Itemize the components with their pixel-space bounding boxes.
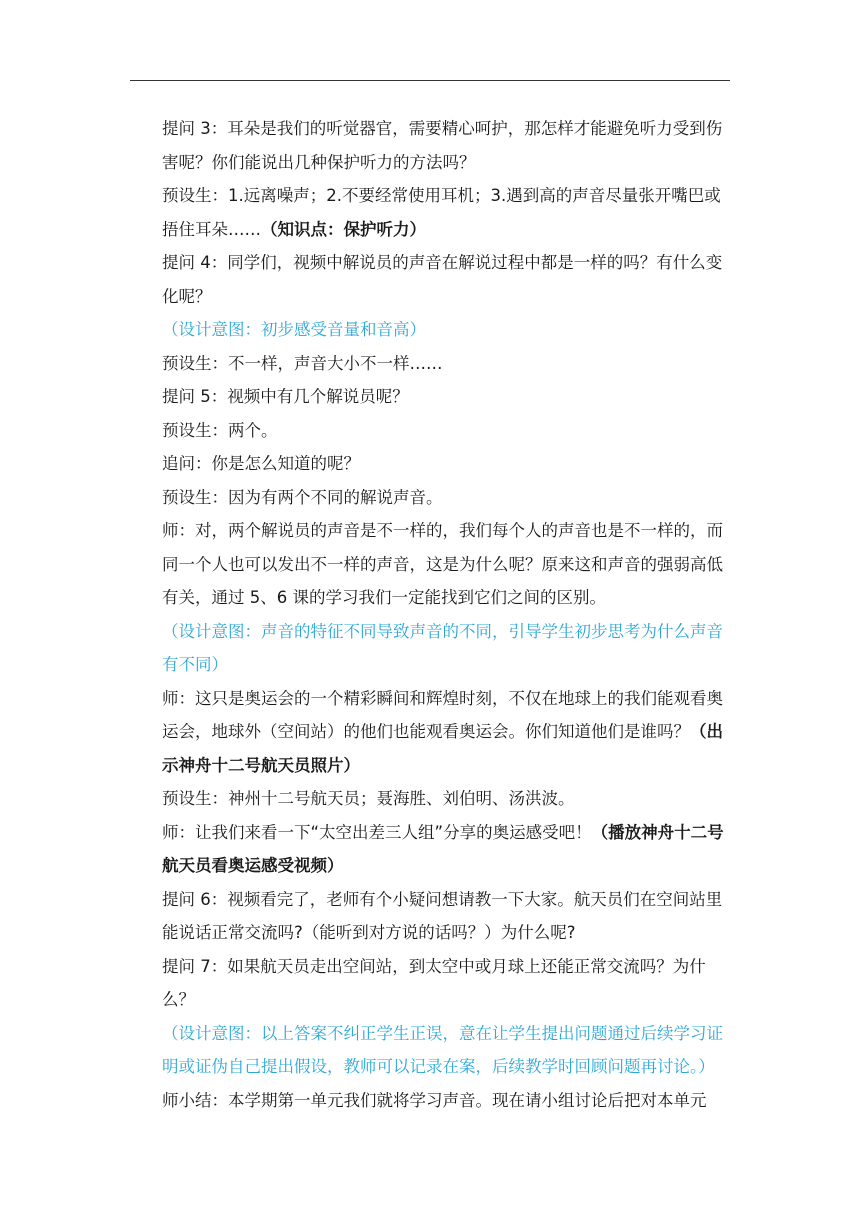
text-paragraph — [162, 179, 734, 246]
bold-annotation: （播放神舟十二号航天员看奥运感受视频） — [162, 822, 724, 875]
paragraph-text: 师：对，两个解说员的声音是不一样的，我们每个人的声音也是不一样的，而同一个人也可以发出不一样的声音，这是为什么呢？原来这和声音的强弱高低有关，通过 5、6 课的学习我们一定能找到它们之间的区别。 — [162, 521, 723, 607]
text-paragraph — [162, 246, 734, 313]
document-body — [162, 112, 734, 1117]
text-paragraph — [162, 112, 734, 179]
paragraph-text: （设计意图：声音的特征不同导致声音的不同，引导学生初步思考为什么声音有不同） — [162, 621, 723, 674]
text-paragraph — [162, 816, 734, 883]
design-intent-paragraph — [162, 313, 734, 347]
design-intent-paragraph — [162, 615, 734, 682]
paragraph-text: （设计意图：以上答案不纠正学生正误，意在让学生提出问题通过后续学习证明或证伪自己提出假设，教师可以记录在案，后续教学时回顾问题再讨论。） — [162, 1023, 723, 1076]
text-paragraph — [162, 380, 734, 414]
text-paragraph — [162, 414, 734, 448]
text-paragraph — [162, 347, 734, 381]
paragraph-text: 师小结：本学期第一单元我们就将学习声音。现在请小组讨论后把对本单元 — [162, 1090, 707, 1110]
paragraph-text: 追问：你是怎么知道的呢？ — [162, 454, 360, 473]
text-paragraph — [162, 883, 734, 950]
paragraph-text: 提问 6：视频看完了，老师有个小疑问想请教一下大家。航天员们在空间站里能说话正常交流吗?（能听到对方说的话吗？）为什么呢? — [162, 889, 723, 942]
paragraph-text: 预设生：1.远离噪声；2.不要经常使用耳机；3.遇到高的声音尽量张开嘴巴或捂住耳朵…… — [162, 186, 721, 239]
text-paragraph — [162, 447, 734, 481]
header-rule — [130, 80, 730, 81]
paragraph-text: 提问 3：耳朵是我们的听觉器官，需要精心呵护，那怎样才能避免听力受到伤害呢？你们能说出几种保护听力的方法吗？ — [162, 119, 723, 172]
paragraph-text: 提问 4：同学们，视频中解说员的声音在解说过程中都是一样的吗？有什么变化呢？ — [162, 253, 723, 306]
bold-annotation: （知识点：保护听力） — [261, 219, 426, 239]
text-paragraph — [162, 782, 734, 816]
bold-annotation: （出示神舟十二号航天员照片） — [162, 722, 723, 775]
paragraph-text: 提问 7：如果航天员走出空间站，到太空中或月球上还能正常交流吗？为什么？ — [162, 956, 706, 1009]
paragraph-text: 预设生：因为有两个不同的解说声音。 — [162, 487, 443, 507]
paragraph-text: 预设生：不一样，声音大小不一样…… — [162, 353, 443, 373]
paragraph-text: 预设生：两个。 — [162, 420, 278, 440]
paragraph-text: 预设生：神州十二号航天员；聂海胜、刘伯明、汤洪波。 — [162, 789, 575, 808]
paragraph-text: 师：让我们来看一下“太空出差三人组”分享的奥运感受吧！ — [162, 822, 592, 842]
text-paragraph — [162, 481, 734, 515]
design-intent-paragraph — [162, 1017, 734, 1084]
text-paragraph — [162, 682, 734, 783]
text-paragraph — [162, 514, 734, 615]
paragraph-text: 师：这只是奥运会的一个精彩瞬间和辉煌时刻，不仅在地球上的我们能观看奥运会，地球外（空间站）的他们也能观看奥运会。你们知道他们是谁吗？ — [162, 688, 723, 741]
paragraph-text: 提问 5：视频中有几个解说员呢？ — [162, 387, 409, 406]
text-paragraph — [162, 950, 734, 1017]
text-paragraph — [162, 1084, 734, 1118]
paragraph-text: （设计意图：初步感受音量和音高） — [162, 320, 426, 339]
